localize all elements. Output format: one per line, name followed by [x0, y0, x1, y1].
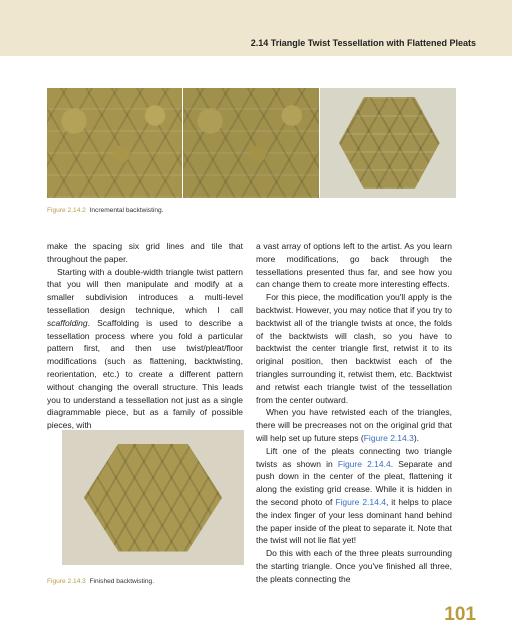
page-number: 101: [444, 604, 476, 625]
paragraph: make the spacing six grid lines and tile that throughout the paper.: [47, 241, 243, 264]
figure-link[interactable]: Figure 2.14.4: [335, 496, 386, 507]
photo-finished-backtwisting: [62, 430, 244, 565]
left-text-column: [47, 240, 243, 432]
figure-label: Figure 2.14.3: [47, 578, 86, 585]
paragraph: Do this with each of the three pleats surrounding the starting triangle. Once you've finished all three, the pleats connecting the: [256, 548, 452, 584]
paragraph: For this piece, the modification you'll apply is the backtwist. However, you may notice that if you try to backtwist all of the triangle twists at once, the folds of the backtwists will clash, so you have to backtwist the center triangle first, retwist it to its original position, then backtwist each of the triangles surrounding it, retwist them, etc. Backtwist and retwist each triangle twist of the tessellation from the center outward.: [256, 292, 452, 405]
caption-text: Incremental backtwisting.: [89, 207, 164, 214]
section-header: 2.14 Triangle Twist Tessellation with Flattened Pleats: [250, 38, 476, 48]
photo-backtwist-step-1: [47, 88, 182, 198]
hexagon-tessellation-shape: [339, 97, 440, 189]
paragraph: Lift one of the pleats connecting two triangle twists as shown in Figure 2.14.4. Separate and push down in the center of the pleat, flattening it along the existing grid crease. While it is hidden in the second photo of Figure 2.14.4, it helps to place the index finger of your less dominant hand behind the paper inside of the pleat to separate it. Note that the twist will not lie flat yet!: [256, 445, 452, 546]
photo-backtwist-step-2: [183, 88, 319, 198]
figure-label: Figure 2.14.2: [47, 207, 86, 214]
figure-caption-2-14-3: [47, 578, 154, 585]
photo-backtwist-step-3: [320, 88, 456, 198]
paragraph: a vast array of options left to the artist. As you learn more modifications, go back through the tessellations presented thus far, and see how you can change them to create more interesting effects.: [256, 241, 452, 290]
paragraph: Starting with a double-width triangle twist pattern that you will then manipulate and modify at a smaller subdivision introduces a multi-level tessellation design technique, which I call scaffolding. Scaffolding is used to describe a tessellation process where you fold a particular pattern first, and then use twist/pleat/floor modifications (such as flattening, backtwisting, reorientation, etc.) to create a different pattern without changing the overall structure. This leads you to understand a tessellation not just as a single diagrammable piece, but as a family of possible pieces, with: [47, 266, 243, 431]
right-text-column: [256, 240, 452, 586]
figure-caption-2-14-2: [47, 207, 164, 214]
hexagon-tessellation-shape: [84, 444, 222, 552]
caption-text: Finished backtwisting.: [89, 578, 155, 585]
paragraph: When you have retwisted each of the triangles, there will be precreases not on the original grid that will help set up future steps (Figure 2.14.3).: [256, 407, 452, 443]
figure-link[interactable]: Figure 2.14.3: [363, 432, 414, 443]
emphasis-term: scaffolding: [47, 317, 88, 328]
figure-link[interactable]: Figure 2.14.4: [337, 458, 391, 469]
